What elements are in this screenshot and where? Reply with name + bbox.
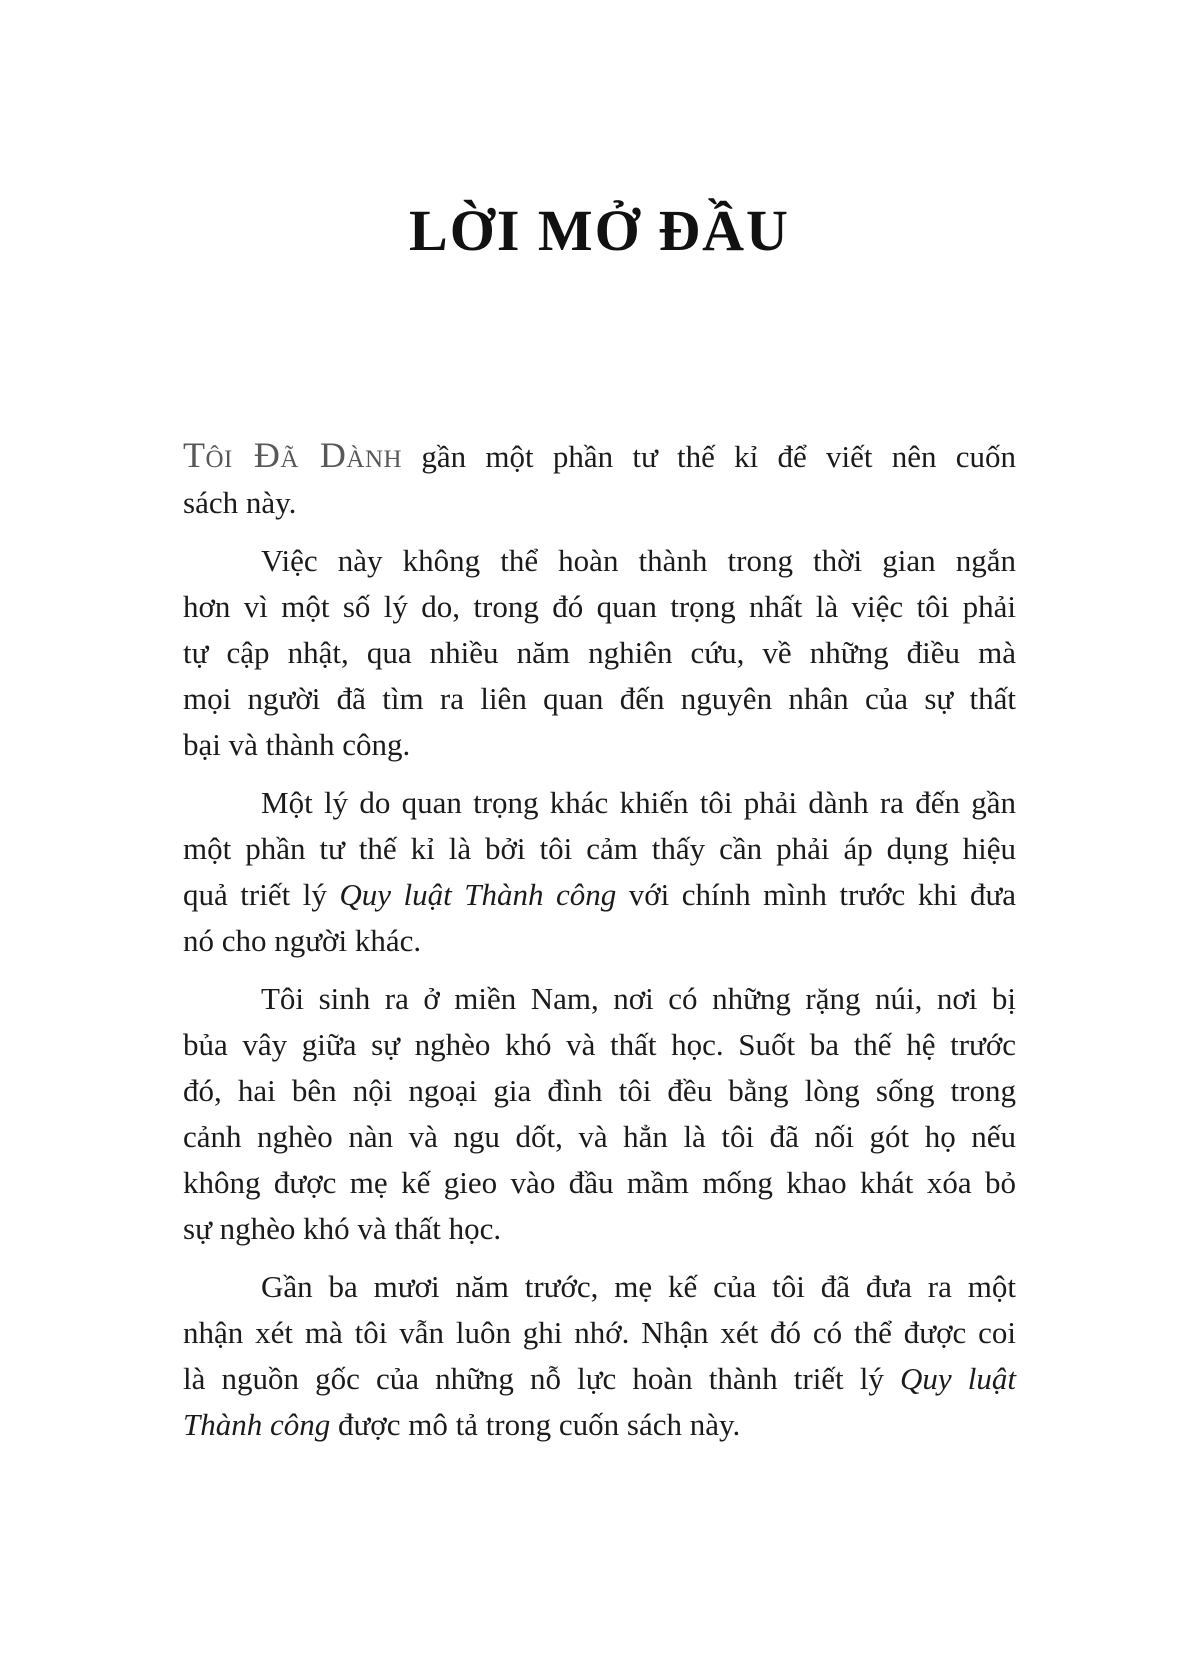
text-segment: là nguồn gốc của những nỗ lực hoàn thành triết lý (183, 1361, 901, 1396)
text-line (183, 434, 1016, 480)
text-segment: không được mẹ kế gieo vào đầu mầm mống khao khát xóa bỏ (183, 1165, 1016, 1200)
text-segment: nhận xét mà tôi vẫn luôn ghi nhớ. Nhận xét đó có thể được coi (183, 1315, 1016, 1350)
text-segment: Một lý do quan trọng khác khiến tôi phải dành ra đến gần (261, 785, 1016, 820)
text-segment: một phần tư thế kỉ là bởi tôi cảm thấy cần phải áp dụng hiệu (183, 831, 1016, 866)
text-line (183, 1068, 1016, 1114)
text-line (183, 1264, 1016, 1310)
text-line (183, 1356, 1016, 1402)
text-segment: được mô tả trong cuốn sách này. (330, 1407, 741, 1442)
body-text (183, 434, 1016, 1448)
text-line (183, 480, 1016, 526)
text-segment: gần một phần tư thế kỉ để viết nên cuốn (402, 439, 1016, 474)
italic-phrase: Quy luật Thành công (339, 877, 617, 912)
text-segment: tự cập nhật, qua nhiều năm nghiên cứu, về những điều mà (183, 635, 1016, 670)
text-segment: bủa vây giữa sự nghèo khó và thất học. Suốt ba thế hệ trước (183, 1027, 1016, 1062)
paragraph (183, 780, 1016, 964)
text-segment: sự nghèo khó và thất học. (183, 1211, 502, 1246)
text-line (183, 1022, 1016, 1068)
text-segment: mọi người đã tìm ra liên quan đến nguyên nhân của sự thất (183, 681, 1016, 716)
text-segment: nó cho người khác. (183, 923, 422, 958)
text-segment: Việc này không thể hoàn thành trong thời gian ngắn (261, 543, 1016, 578)
text-segment: cảnh nghèo nàn và ngu dốt, và hẳn là tôi đã nối gót họ nếu (183, 1119, 1016, 1154)
text-segment: với chính mình trước khi đưa (616, 877, 1017, 912)
text-line (183, 918, 1016, 964)
text-line (183, 826, 1016, 872)
text-line (183, 630, 1016, 676)
paragraph (183, 538, 1016, 768)
text-line (183, 1310, 1016, 1356)
italic-phrase: Thành công (183, 1407, 331, 1442)
text-line (183, 780, 1016, 826)
text-segment: bại và thành công. (183, 727, 411, 762)
text-line (183, 1206, 1016, 1252)
paragraph (183, 434, 1016, 526)
text-line (183, 676, 1016, 722)
text-line (183, 538, 1016, 584)
text-line (183, 976, 1016, 1022)
paragraph (183, 1264, 1016, 1448)
text-segment: quả triết lý (183, 877, 340, 912)
text-segment: sách này. (183, 485, 297, 520)
text-segment: đó, hai bên nội ngoại gia đình tôi đều bằng lòng sống trong (183, 1073, 1016, 1108)
text-segment: Gần ba mươi năm trước, mẹ kế của tôi đã đưa ra một (261, 1269, 1016, 1304)
text-line (183, 722, 1016, 768)
text-segment: hơn vì một số lý do, trong đó quan trọng nhất là việc tôi phải (183, 589, 1016, 624)
text-line (183, 584, 1016, 630)
text-line (183, 1402, 1016, 1448)
lead-in-phrase: Tôi Đã Dành (183, 435, 403, 475)
text-line (183, 1114, 1016, 1160)
italic-phrase: Quy luật (900, 1361, 1016, 1396)
paragraph (183, 976, 1016, 1252)
text-line (183, 1160, 1016, 1206)
text-segment: Tôi sinh ra ở miền Nam, nơi có những rặng núi, nơi bị (261, 981, 1016, 1016)
text-line (183, 872, 1016, 918)
page-title: LỜI MỞ ĐẦU (409, 198, 790, 263)
